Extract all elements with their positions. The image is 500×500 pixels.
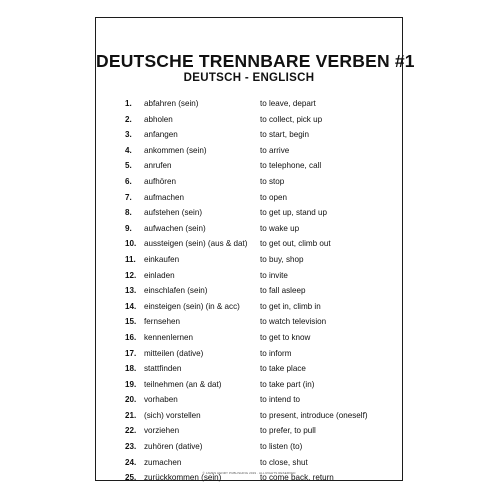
verb-english: to watch television	[260, 317, 327, 327]
verb-german: abfahren (sein)	[144, 99, 199, 108]
verb-number: 19.	[125, 379, 137, 389]
verb-number: 15.	[125, 317, 137, 327]
copyright-footer: © JAMES HENRY PUBLISHING 2019 · ALL RIGHTS RESERVED	[202, 471, 296, 475]
verb-row	[96, 455, 402, 471]
verb-row	[96, 377, 402, 393]
verb-english: to get up, stand up	[260, 208, 328, 218]
verb-english: to inform	[260, 348, 292, 358]
verb-german: anrufen	[144, 161, 172, 171]
verb-number: 3.	[125, 130, 132, 140]
verb-row	[96, 299, 402, 315]
verb-english: to get out, climb out	[260, 239, 331, 249]
verb-row	[96, 96, 402, 112]
verb-number: 20.	[125, 395, 137, 405]
verb-german: ankommen (sein)	[144, 145, 207, 155]
verb-row	[96, 174, 402, 190]
verb-number: 17.	[125, 348, 137, 358]
verb-english: to fall asleep	[260, 286, 306, 296]
verb-german: fernsehen	[144, 317, 180, 327]
verb-english: to stop	[260, 176, 285, 186]
verb-number: 25.	[125, 473, 137, 483]
verb-german: kennenlernen	[144, 332, 194, 342]
verb-english: to present, introduce (oneself)	[260, 410, 368, 420]
verb-english: to listen (to)	[260, 442, 303, 452]
verb-number: 13.	[125, 286, 137, 296]
verb-german: (sich) vorstellen	[144, 410, 201, 420]
verb-row	[96, 252, 402, 268]
verb-german: anfangen	[144, 130, 178, 140]
verb-row	[96, 221, 402, 237]
verb-german: einladen	[144, 270, 175, 280]
verb-number: 22.	[125, 426, 137, 436]
verb-list	[96, 96, 402, 486]
verb-english: to wake up	[260, 223, 300, 233]
verb-number: 1.	[125, 99, 132, 108]
verb-number: 23.	[125, 442, 137, 452]
verb-german: aussteigen (sein) (aus & dat)	[144, 239, 248, 249]
verb-number: 7.	[125, 192, 132, 202]
verb-number: 16.	[125, 332, 137, 342]
verb-row	[96, 268, 402, 284]
verb-row	[96, 314, 402, 330]
verb-german: einschlafen (sein)	[144, 286, 208, 296]
verb-german: mitteilen (dative)	[144, 348, 204, 358]
verb-number: 4.	[125, 145, 132, 155]
verb-number: 21.	[125, 410, 137, 420]
verb-number: 24.	[125, 457, 137, 467]
verb-row	[96, 205, 402, 221]
verb-english: to take place	[260, 364, 306, 374]
verb-english: to invite	[260, 270, 288, 280]
verb-row	[96, 439, 402, 455]
verb-number: 12.	[125, 270, 137, 280]
verb-english: to buy, shop	[260, 254, 304, 264]
verb-german: aufwachen (sein)	[144, 223, 206, 233]
verb-row	[96, 236, 402, 252]
verb-row	[96, 112, 402, 128]
verb-number: 14.	[125, 301, 137, 311]
verb-english: to leave, depart	[260, 99, 316, 108]
verb-german: zurückkommen (sein)	[144, 473, 222, 483]
verb-english: to start, begin	[260, 130, 310, 140]
verb-english: to open	[260, 192, 288, 202]
verb-row	[96, 392, 402, 408]
verb-english: to telephone, call	[260, 161, 322, 171]
verb-number: 6.	[125, 176, 132, 186]
verb-english: to collect, pick up	[260, 114, 323, 124]
worksheet-page	[95, 17, 415, 483]
verb-german: einsteigen (sein) (in & acc)	[144, 301, 240, 311]
verb-english: to get to know	[260, 332, 311, 342]
verb-german: aufhören	[144, 176, 176, 186]
verb-german: vorziehen	[144, 426, 180, 436]
verb-row	[96, 127, 402, 143]
verb-row	[96, 346, 402, 362]
verb-english: to come back, return	[260, 473, 334, 483]
verb-german: aufstehen (sein)	[144, 208, 203, 218]
verb-german: abholen	[144, 114, 173, 124]
verb-number: 18.	[125, 364, 137, 374]
verb-row	[96, 330, 402, 346]
verb-row	[96, 283, 402, 299]
verb-number: 9.	[125, 223, 132, 233]
verb-english: to arrive	[260, 145, 290, 155]
verb-english: to intend to	[260, 395, 301, 405]
verb-english: to close, shut	[260, 457, 308, 467]
verb-row	[96, 143, 402, 159]
verb-german: einkaufen	[144, 254, 180, 264]
verb-number: 8.	[125, 208, 132, 218]
verb-row	[96, 423, 402, 439]
page-subtitle: DEUTSCH - ENGLISCH	[183, 72, 315, 84]
verb-german: zumachen	[144, 457, 182, 467]
verb-row	[96, 190, 402, 206]
verb-english: to prefer, to pull	[260, 426, 316, 436]
verb-row	[96, 158, 402, 174]
verb-german: aufmachen	[144, 192, 185, 202]
verb-german: stattfinden	[144, 364, 182, 374]
page-title: DEUTSCHE TRENNBARE VERBEN #1	[96, 51, 415, 71]
verb-number: 5.	[125, 161, 132, 171]
verb-german: zuhören (dative)	[144, 442, 203, 452]
verb-row	[96, 408, 402, 424]
verb-english: to take part (in)	[260, 379, 315, 389]
verb-english: to get in, climb in	[260, 301, 321, 311]
verb-german: teilnehmen (an & dat)	[144, 379, 222, 389]
verb-german: vorhaben	[144, 395, 178, 405]
verb-number: 10.	[125, 239, 137, 249]
verb-row	[96, 361, 402, 377]
verb-number: 2.	[125, 114, 132, 124]
verb-number: 11.	[125, 254, 136, 264]
